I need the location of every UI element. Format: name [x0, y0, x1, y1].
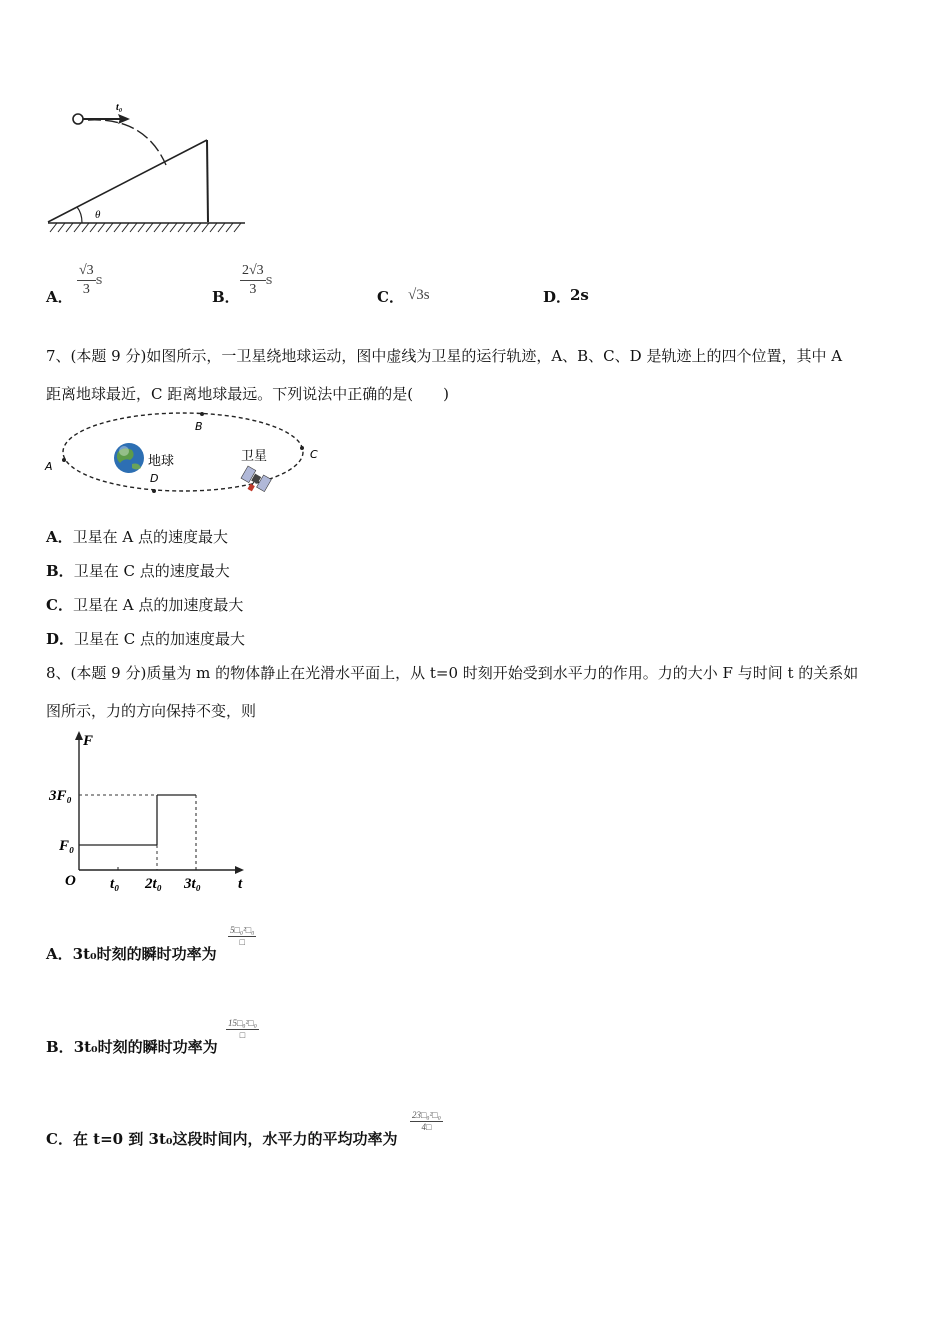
q7-stem-line1: 7、(本题 9 分)如图所示，一卫星绕地球运动，图中虚线为卫星的运行轨迹，A、B、C、D 是轨迹上的四个位置，其中 A — [46, 347, 843, 365]
option-text: 卫星在 C 点的速度最大 — [73, 562, 230, 580]
q6-option-a-value — [77, 262, 102, 299]
option-label: B． — [46, 1038, 74, 1056]
point-d-dot — [152, 489, 156, 493]
option-text: 卫星在 A 点的加速度最大 — [72, 596, 244, 614]
ground-hatching — [50, 223, 241, 232]
q6-option-b-value — [240, 262, 272, 299]
fraction-numerator: 2√3 — [240, 262, 266, 281]
q7-option-a — [46, 526, 228, 547]
fraction-numerator: 23□₀²□₀ — [412, 1110, 441, 1120]
satellite-label: 卫星 — [241, 449, 268, 464]
q7-option-d — [46, 628, 245, 649]
q8-stem-line2: 图所示，力的方向保持不变，则 — [46, 702, 257, 720]
satellite-icon — [238, 466, 271, 497]
point-a-dot — [62, 458, 66, 462]
q7-stem-line2: 距离地球最近，C 距离地球最远。下列说法中正确的是( ) — [46, 385, 449, 403]
x-tick-label: 3t₀ — [184, 876, 201, 892]
q8-option-b — [46, 1036, 218, 1057]
fraction-numerator: 5□₀²□₀ — [230, 925, 255, 935]
option-text: 在 t=0 到 3t₀这段时间内，水平力的平均功率为 — [72, 1130, 398, 1148]
fraction-numerator: √3 — [77, 262, 96, 281]
ball — [73, 114, 83, 124]
fraction-denominator: 3 — [249, 282, 257, 297]
point-c-label: C — [310, 448, 318, 461]
fraction-denominator: 3 — [82, 282, 90, 297]
unit: s — [95, 273, 103, 288]
angle-arc — [77, 207, 82, 223]
incline-surface — [48, 140, 207, 222]
unit: s — [265, 273, 273, 288]
incline-figure — [40, 95, 255, 240]
option-text: 3t₀时刻的瞬时功率为 — [73, 1038, 218, 1056]
option-text: 3t₀时刻的瞬时功率为 — [72, 945, 217, 963]
q8-option-a-fraction — [228, 925, 256, 948]
fraction-denominator: □ — [239, 1030, 246, 1040]
option-text: 卫星在 C 点的加速度最大 — [74, 630, 246, 648]
option-label: A． — [46, 528, 73, 546]
option-text: 卫星在 A 点的速度最大 — [72, 528, 229, 546]
fraction-denominator: □ — [239, 937, 245, 947]
force-time-chart — [40, 728, 260, 898]
fraction-numerator: 15□₀²□₀ — [228, 1018, 257, 1028]
y-tick-label: F₀ — [59, 838, 75, 854]
fraction-denominator: 4□ — [421, 1122, 432, 1132]
earth-icon — [114, 443, 144, 473]
q6-option-c-value: √3s — [408, 287, 430, 303]
q8-stem-line1: 8、(本题 9 分)质量为 m 的物体静止在光滑水平面上，从 t=0 时刻开始受到水平力的作用。力的大小 F 与时间 t 的关系如 — [46, 664, 859, 682]
earth-label: 地球 — [148, 454, 175, 469]
option-label: B． — [46, 562, 74, 580]
q8-option-b-fraction — [226, 1018, 259, 1041]
point-a-label: A — [45, 460, 53, 473]
origin-label: O — [65, 873, 76, 889]
incline-wall — [207, 140, 208, 222]
q8-option-c — [46, 1128, 398, 1149]
y-axis-label: F — [83, 733, 94, 749]
trajectory-curve — [88, 120, 166, 165]
option-label: C． — [46, 596, 73, 614]
q6-option-a-label: A． — [46, 288, 73, 306]
x-axis-arrow — [235, 866, 244, 874]
point-c-dot — [300, 446, 304, 450]
orbit-figure — [40, 408, 330, 503]
x-axis-label: t — [238, 876, 243, 892]
q6-option-d-label: D． — [543, 288, 572, 306]
point-b-label: B — [195, 420, 203, 433]
x-tick-label: 2t₀ — [145, 876, 162, 892]
option-label: D． — [46, 630, 75, 648]
angle-label: θ — [95, 209, 101, 221]
velocity-label: t₀ — [116, 102, 123, 113]
q7-option-c — [46, 594, 243, 615]
option-label: C． — [46, 1130, 73, 1148]
option-label: A． — [46, 945, 73, 963]
q6-option-d-value: 2s — [570, 286, 589, 304]
q8-option-c-fraction — [410, 1110, 443, 1133]
q7-option-b — [46, 560, 230, 581]
x-tick-label: t₀ — [110, 876, 120, 892]
y-axis-arrow — [75, 731, 83, 740]
point-d-label: D — [150, 472, 159, 485]
y-tick-label: 3F₀ — [49, 788, 72, 804]
point-b-dot — [200, 412, 204, 416]
q8-option-a — [46, 943, 217, 964]
q6-option-b-fraction — [240, 262, 266, 299]
q6-option-b-label: B． — [212, 288, 240, 306]
q6-option-a-fraction — [77, 262, 96, 299]
q6-option-c-label: C． — [377, 288, 404, 306]
